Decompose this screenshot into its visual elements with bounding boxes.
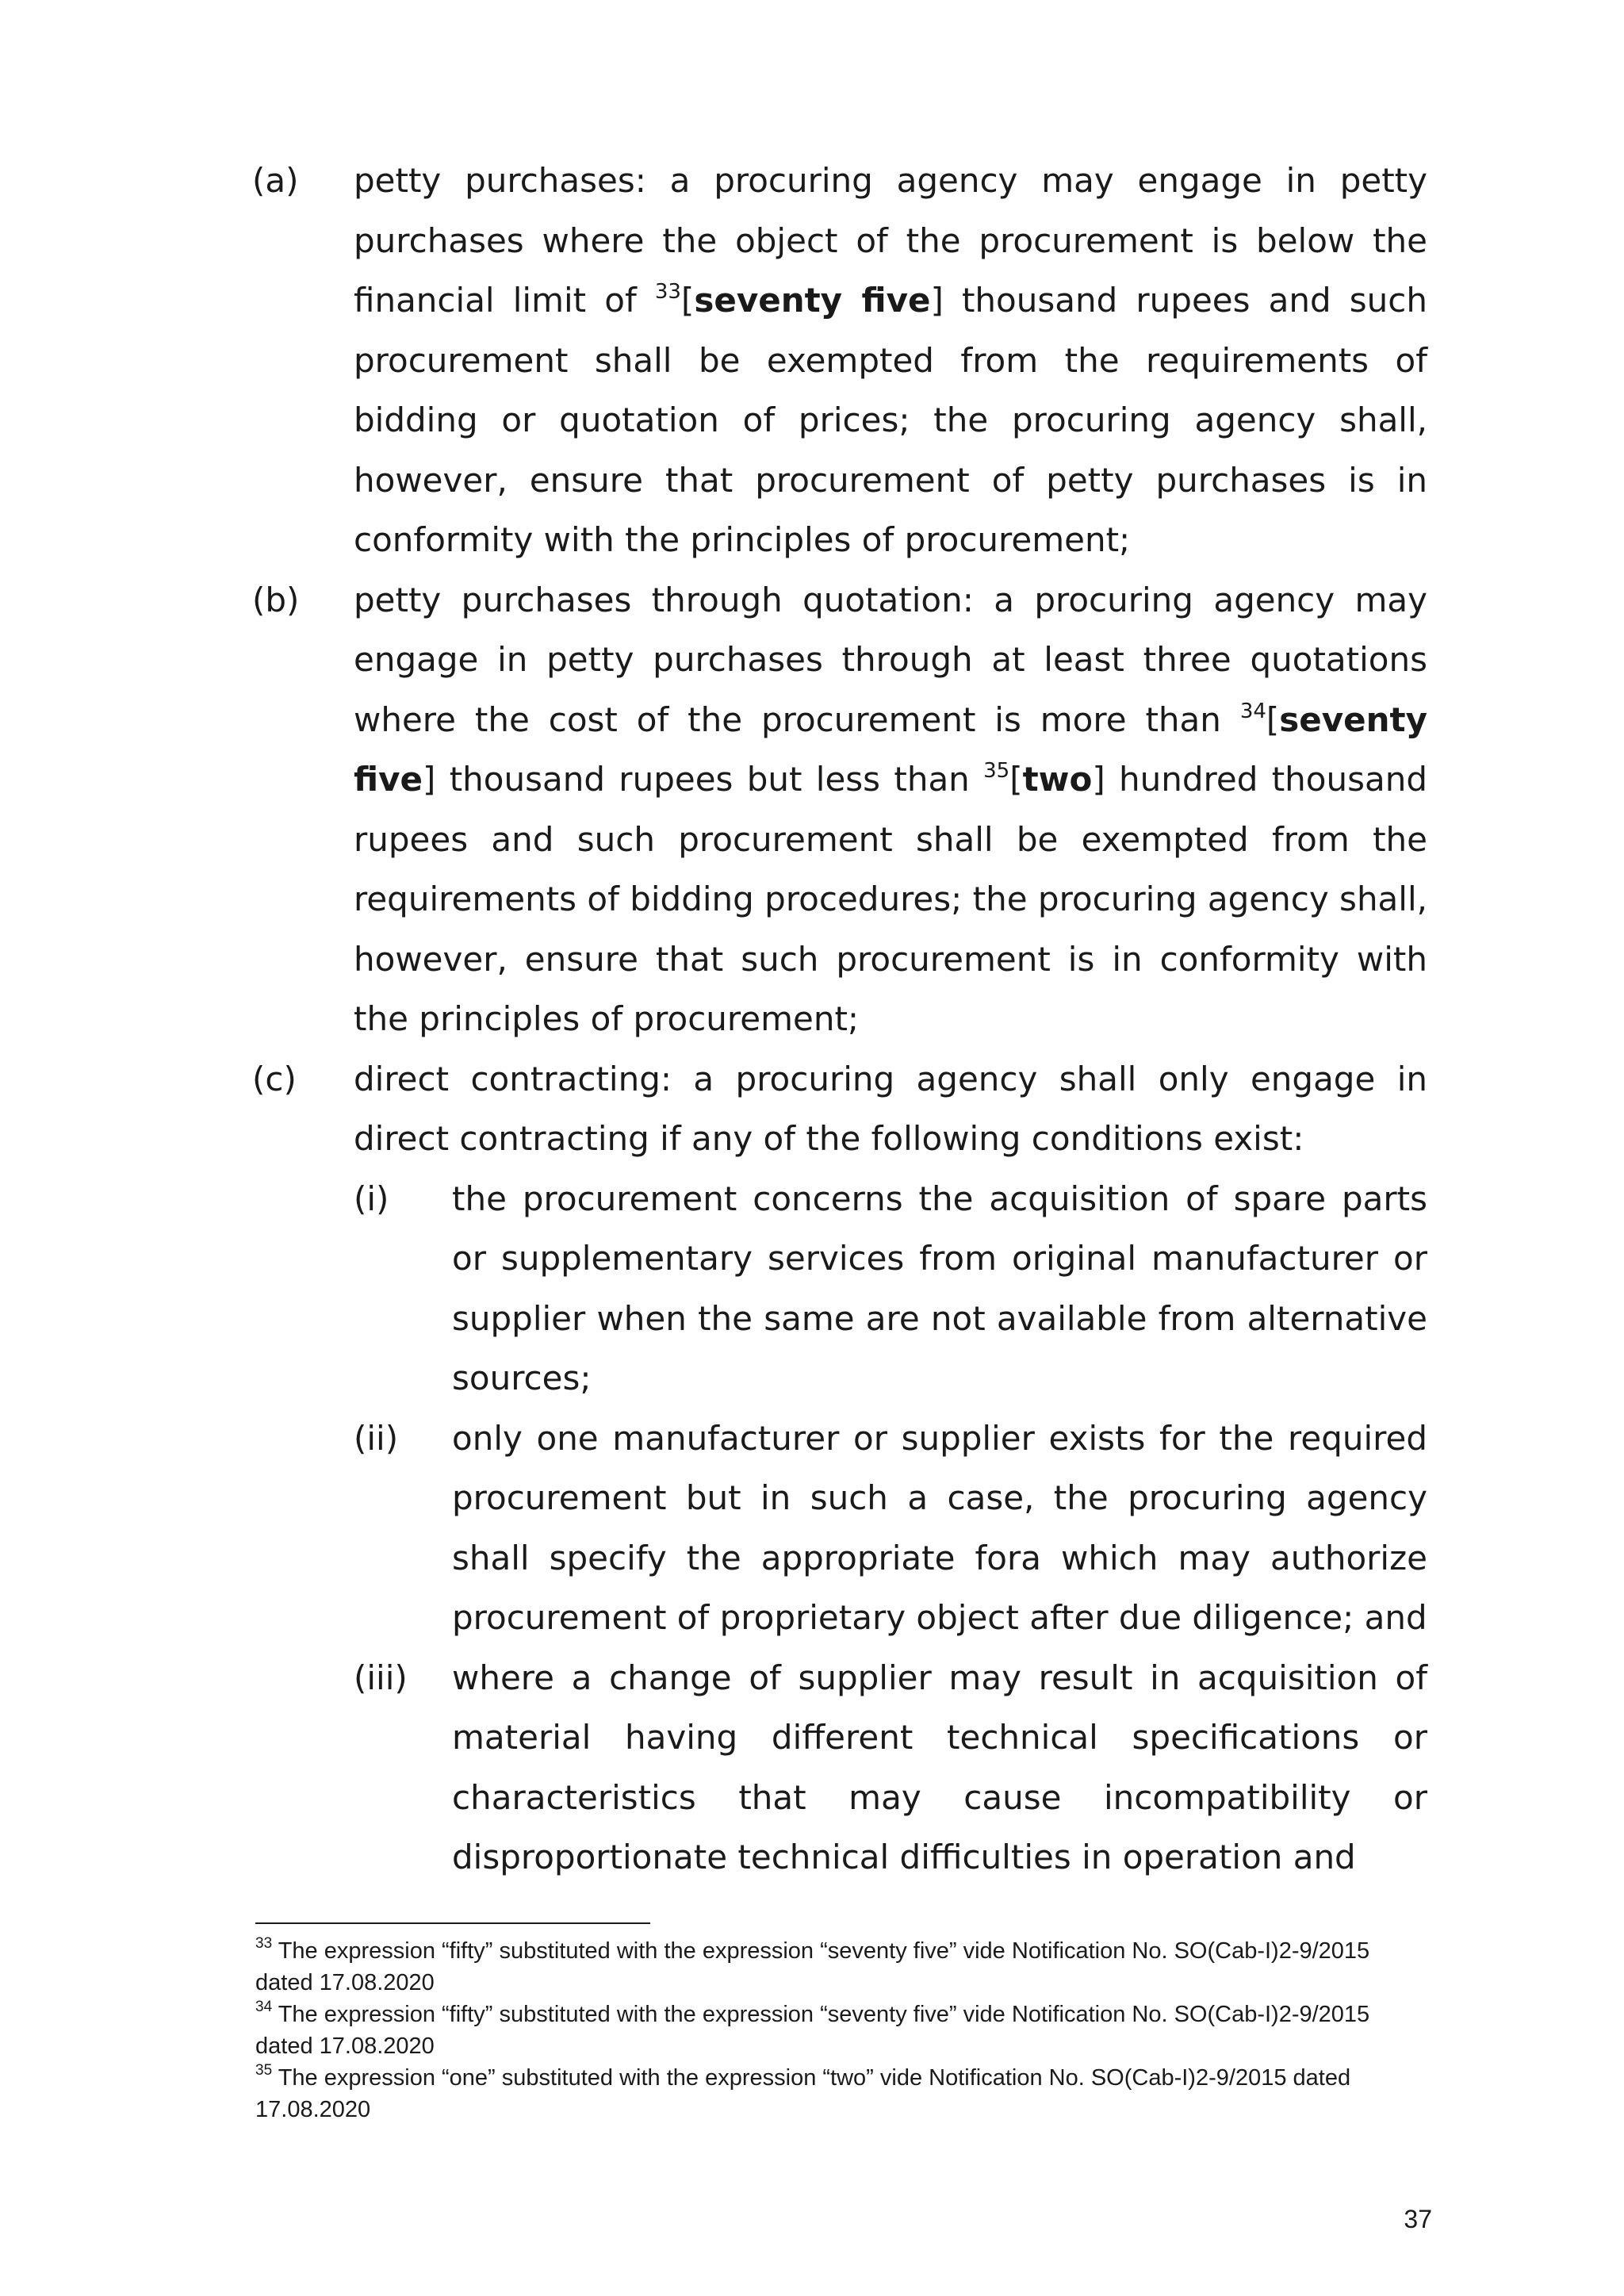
clause-label: (b)	[252, 580, 300, 619]
subclause-text: the procurement concerns the acquisition of spare parts or supplementary services from original manufacturer or supplier when the same are not available from alternative sources;	[452, 1179, 1427, 1397]
footnote-ref[interactable]: 33	[654, 280, 681, 304]
footnote-number: 35	[255, 2062, 273, 2079]
subclause-label: (i)	[354, 1179, 389, 1218]
bracket: [	[680, 281, 695, 320]
clause-a	[252, 151, 1427, 570]
clause-text-part: petty purchases: a procuring agency may engage in petty purchases where the object of the procurement is below the financial limit of	[354, 161, 1427, 320]
subclause-label: (iii)	[354, 1658, 408, 1697]
amended-text: two	[1022, 760, 1093, 799]
bracket: [	[1266, 700, 1280, 739]
subclause-ii	[354, 1409, 1427, 1648]
footnote-divider	[255, 1922, 650, 1924]
clause-text: direct contracting: a procuring agency shall only engage in direct contracting if any of the following conditions exist:	[354, 1059, 1427, 1158]
amended-text: seventy five	[694, 281, 931, 320]
subclause-iii	[354, 1648, 1427, 1888]
page-number: 37	[1404, 2205, 1432, 2233]
footnote	[255, 2062, 1397, 2125]
clause-c	[252, 1049, 1427, 1169]
clause-label: (a)	[252, 161, 299, 200]
footnote-ref[interactable]: 35	[983, 759, 1010, 783]
amended-text: seventy five	[354, 700, 1427, 799]
bracket: [	[1009, 760, 1023, 799]
footnote-ref[interactable]: 34	[1239, 699, 1266, 723]
footnote-text: The expression “one” substituted with the expression “two” vide Notification No. SO(Cab-I)2-9/2015 dated 17.08.2020	[255, 2065, 1351, 2122]
clause-text-part: ] thousand rupees but less than	[423, 760, 984, 799]
clause-text-part: ] hundred thousand rupees and such procurement shall be exempted from the requirements of bidding procedures; the procuring agency shall, however, ensure that such procurement is in conformity with the principles of procurement;	[354, 760, 1427, 1038]
clause-b	[252, 570, 1427, 1049]
footnote-text: The expression “fifty” substituted with the expression “seventy five” vide Notification No. SO(Cab-I)2-9/2015 dated 17.08.2020	[255, 2002, 1370, 2059]
footnotes	[255, 1935, 1397, 2125]
footnote-number: 33	[255, 1935, 273, 1953]
subclause-text: only one manufacturer or supplier exists for the required procurement but in such a case, the procuring agency shall specify the appropriate fora which may authorize procurement of proprietary object after due diligence; and	[452, 1418, 1427, 1637]
clause-text	[354, 151, 1427, 570]
subclause-label: (ii)	[354, 1418, 399, 1458]
footnote	[255, 1935, 1397, 1999]
footnote	[255, 1999, 1397, 2062]
clause-label: (c)	[252, 1059, 297, 1098]
clause-text	[354, 570, 1427, 1049]
subclause-text: where a change of supplier may result in acquisition of material having different technical specifications or characteristics that may cause incompatibility or disproportionate technical difficulties in operation and	[452, 1658, 1427, 1876]
footnote-number: 34	[255, 1999, 273, 2016]
subclause-i	[354, 1169, 1427, 1409]
footnote-text: The expression “fifty” substituted with the expression “seventy five” vide Notification No. SO(Cab-I)2-9/2015 dated 17.08.2020	[255, 1938, 1370, 1995]
clause-text-part: ] thousand rupees and such procurement shall be exempted from the requirements of bidding or quotation of prices; the procuring agency shall, however, ensure that procurement of petty purchases is in conformity with the principles of procurement;	[354, 281, 1427, 559]
clause-text-part: petty purchases through quotation: a procuring agency may engage in petty purchases through at least three quotations where the cost of the procurement is more than	[354, 580, 1427, 739]
body-text	[252, 151, 1427, 1888]
